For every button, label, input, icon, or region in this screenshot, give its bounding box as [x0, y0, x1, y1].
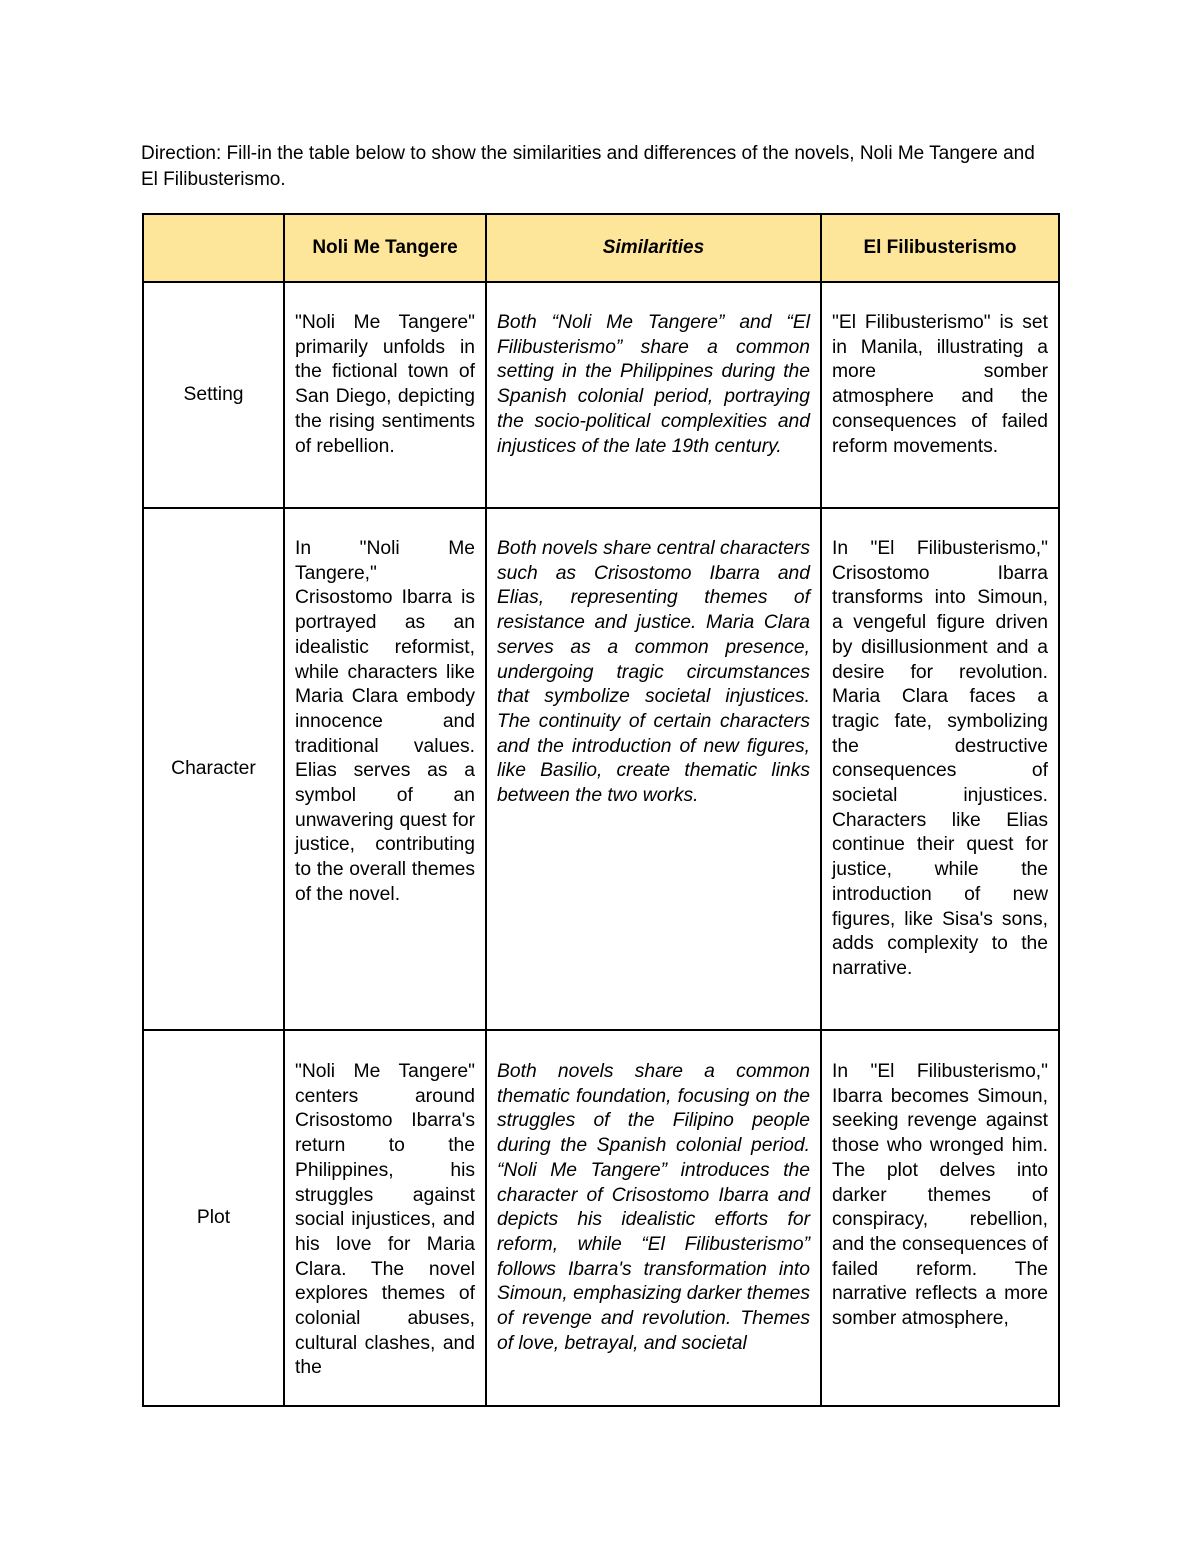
direction-text: Direction: Fill-in the table below to show the similarities and differences of the novels, Noli Me Tangere and El Filibusterismo. [141, 143, 1035, 190]
cell-text: Both novels share central characters such as Crisostomo Ibarra and Elias, representing themes of resistance and justice. Maria Clara serves as a common presence, undergoing tragic circumstances that symbolize societal injustices. The continuity of certain characters and the introduction of new figures, like Basilio, create thematic links between the two works. [497, 538, 810, 807]
header-noli-me-tangere: Noli Me Tangere [284, 214, 486, 282]
cell-setting-similarities [486, 282, 821, 508]
cell-text: In "El Filibusterismo," Crisostomo Ibarra transforms into Simoun, a vengeful figure driven by disillusionment and a desire for revolution. Maria Clara faces a tragic fate, symbolizing the destructive consequences of societal injustices. Characters like Elias continue their quest for justice, while the introduction of new figures, like Sisa's sons, adds complexity to the narrative. [832, 538, 1048, 979]
row-label-character: Character [143, 508, 284, 1030]
comparison-table [142, 213, 1060, 1407]
cell-text: Both novels share a common thematic foundation, focusing on the struggles of the Filipino people during the Spanish colonial period. “Noli Me Tangere” introduces the character of Crisostomo Ibarra and depicts his idealistic efforts for reform, while “El Filibusterismo” follows Ibarra's transformation into Simoun, emphasizing darker themes of revenge and revolution. Themes of love, betrayal, and societal [497, 1061, 810, 1354]
table-header-row [143, 214, 1059, 282]
cell-setting-fili [821, 282, 1059, 508]
cell-text: "El Filibusterismo" is set in Manila, illustrating a more somber atmosphere and the consequences of failed reform movements. [832, 312, 1048, 457]
cell-plot-fili [821, 1030, 1059, 1406]
cell-character-fili [821, 508, 1059, 1030]
cell-plot-similarities [486, 1030, 821, 1406]
header-corner-cell [143, 214, 284, 282]
cell-plot-noli [284, 1030, 486, 1406]
table-row-character [143, 508, 1059, 1030]
table-row-plot [143, 1030, 1059, 1406]
cell-character-similarities [486, 508, 821, 1030]
cell-text: "Noli Me Tangere" primarily unfolds in the fictional town of San Diego, depicting the rising sentiments of rebellion. [295, 312, 475, 457]
cell-text: "Noli Me Tangere" centers around Crisostomo Ibarra's return to the Philippines, his struggles against social injustices, and his love for Maria Clara. The novel explores themes of colonial abuses, cultural clashes, and the [295, 1061, 475, 1379]
table-row-setting [143, 282, 1059, 508]
row-label-plot: Plot [143, 1030, 284, 1406]
cell-character-noli [284, 508, 486, 1030]
cell-text: In "El Filibusterismo," Ibarra becomes Simoun, seeking revenge against those who wronged him. The plot delves into darker themes of conspiracy, rebellion, and the consequences of failed reform. The narrative reflects a more somber atmosphere, [832, 1061, 1048, 1330]
row-label-setting: Setting [143, 282, 284, 508]
header-el-filibusterismo: El Filibusterismo [821, 214, 1059, 282]
cell-setting-noli [284, 282, 486, 508]
cell-text: Both “Noli Me Tangere” and “El Filibusterismo” share a common setting in the Philippines during the Spanish colonial period, portraying the socio-political complexities and injustices of the late 19th century. [497, 312, 810, 457]
cell-text: In "Noli Me Tangere," Crisostomo Ibarra is portrayed as an idealistic reformist, while characters like Maria Clara embody innocence and traditional values. Elias serves as a symbol of an unwavering quest for justice, contributing to the overall themes of the novel. [295, 538, 475, 905]
header-similarities: Similarities [486, 214, 821, 282]
